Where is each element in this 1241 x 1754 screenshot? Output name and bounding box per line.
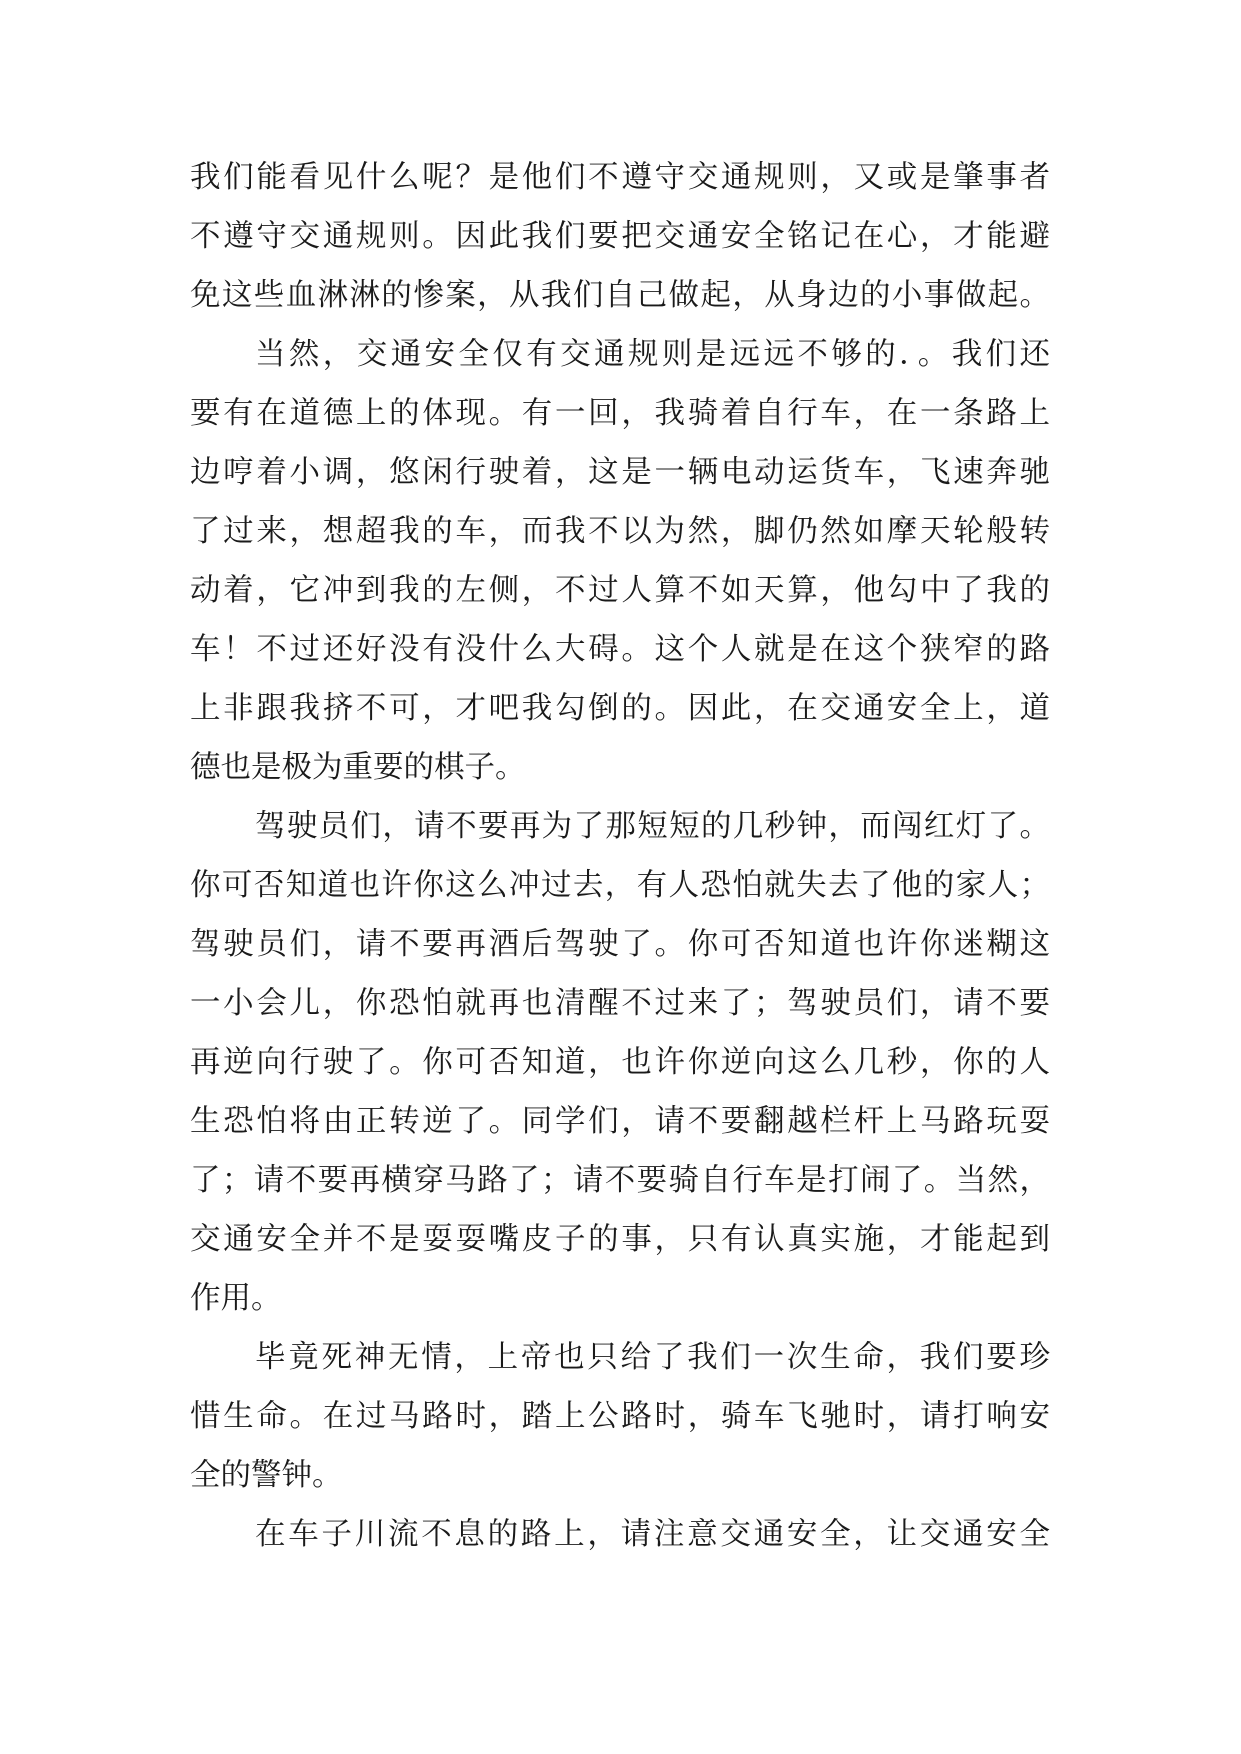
paragraph-drivers xyxy=(190,797,1050,1328)
text-line: 德也是极为重要的棋子。 xyxy=(190,750,526,785)
text-line: 了过来，想超我的车，而我不以为然，脚仍然如摩天轮般转 xyxy=(190,514,1050,549)
document-body xyxy=(190,148,1050,1564)
text-line: 边哼着小调，悠闲行驶着，这是一辆电动运货车，飞速奔驰 xyxy=(190,455,1050,490)
text-line: 不遵守交通规则。因此我们要把交通安全铭记在心，才能避 xyxy=(190,219,1050,254)
text-line: 再逆向行驶了。你可否知道，也许你逆向这么几秒，你的人 xyxy=(190,1045,1050,1080)
paragraph-closing xyxy=(190,1505,1050,1564)
text-line: 驾驶员们，请不要再酒后驾驶了。你可否知道也许你迷糊这 xyxy=(190,927,1050,962)
text-line: 驾驶员们，请不要再为了那短短的几秒钟，而闯红灯了。 xyxy=(255,809,1050,844)
text-line: 交通安全并不是耍耍嘴皮子的事，只有认真实施，才能起到 xyxy=(190,1222,1050,1257)
text-line: 当然，交通安全仅有交通规则是远远不够的．。我们还 xyxy=(255,337,1050,372)
text-line: 我们能看见什么呢？是他们不遵守交通规则，又或是肇事者 xyxy=(190,160,1050,195)
text-line: 在车子川流不息的路上，请注意交通安全，让交通安全 xyxy=(255,1517,1050,1552)
text-line: 车！不过还好没有没什么大碍。这个人就是在这个狭窄的路 xyxy=(190,632,1050,667)
paragraph-cherish-life xyxy=(190,1328,1050,1505)
text-line: 毕竟死神无情，上帝也只给了我们一次生命，我们要珍 xyxy=(255,1340,1050,1375)
text-line: 要有在道德上的体现。有一回，我骑着自行车，在一条路上 xyxy=(190,396,1050,431)
text-line: 动着，它冲到我的左侧，不过人算不如天算，他勾中了我的 xyxy=(190,573,1050,608)
text-line: 惜生命。在过马路时，踏上公路时，骑车飞驰时，请打响安 xyxy=(190,1399,1050,1434)
paragraph-morality xyxy=(190,325,1050,797)
text-line: 全的警钟。 xyxy=(190,1458,343,1493)
paragraph-continuation xyxy=(190,148,1050,325)
text-line: 你可否知道也许你这么冲过去，有人恐怕就失去了他的家人； xyxy=(190,868,1050,903)
text-line: 了；请不要再横穿马路了；请不要骑自行车是打闹了。当然， xyxy=(190,1163,1050,1198)
text-line: 作用。 xyxy=(190,1281,282,1316)
text-line: 免这些血淋淋的惨案，从我们自己做起，从身边的小事做起。 xyxy=(190,278,1050,313)
text-line: 生恐怕将由正转逆了。同学们，请不要翻越栏杆上马路玩耍 xyxy=(190,1104,1050,1139)
text-line: 上非跟我挤不可，才吧我勾倒的。因此，在交通安全上，道 xyxy=(190,691,1050,726)
text-line: 一小会儿，你恐怕就再也清醒不过来了；驾驶员们，请不要 xyxy=(190,986,1050,1021)
